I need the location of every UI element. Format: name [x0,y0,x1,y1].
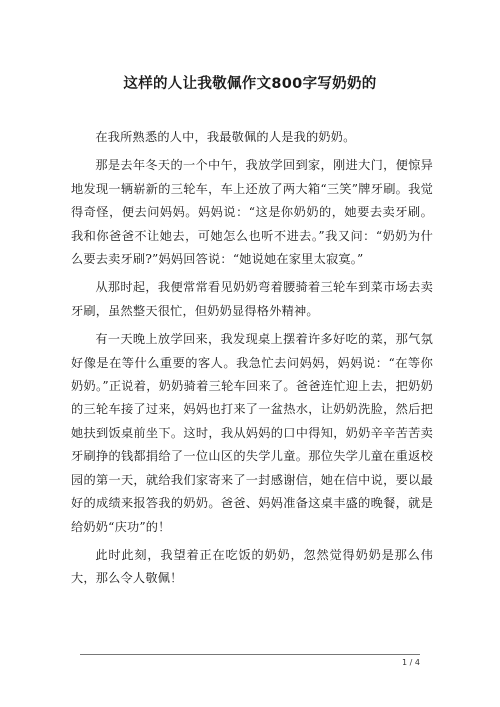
paragraph-1: 在我所熟悉的人中，我最敬佩的人是我的奶奶。 [95,130,356,144]
page-footer [80,654,420,667]
page-number: 1 / 4 [402,658,420,667]
paragraph-2: 那是去年冬天的一个中午，我放学回到家，刚进大门，便惊异地发现一辆崭新的三轮车，车上还放了两大箱“三笑”牌牙刷。我觉得奇怪，便去问妈妈。妈妈说：“这是你奶奶的，她要去卖牙刷。我和你爸爸不让她去，可她怎么也听不进去。”我又问：“奶奶为什么要去卖牙刷?”妈妈回答说：“她说她在家里太寂寞。” [71,158,433,267]
paragraph-4: 有一天晚上放学回来，我发现桌上摆着许多好吃的菜，那气氛好像是在等什么重要的客人。我急忙去问妈妈，妈妈说：“在等你奶奶。”正说着，奶奶骑着三轮车回来了。爸爸连忙迎上去，把奶奶的三轮车接了过来，妈妈也打来了一盆热水，让奶奶洗脸，然后把她扶到饭桌前坐下。这时，我从妈妈的口中得知，奶奶辛辛苦苦卖牙刷挣的钱都捐给了一位山区的失学儿童。那位失学儿童在重返校园的第一天，就给我们家寄来了一封感谢信，她在信中说，要以最好的成绩来报答我的奶奶。爸爸、妈妈准备这桌丰盛的晚餐，就是给奶奶“庆功”的！ [71,332,433,534]
paragraph-3: 从那时起，我便常常看见奶奶弯着腰骑着三轮车到菜市场去卖牙刷，虽然整天很忙，但奶奶显得格外精神。 [71,280,433,318]
article-body [71,126,433,596]
paragraph-5: 此时此刻，我望着正在吃饭的奶奶，忽然觉得奶奶是那么伟大，那么令人敬佩！ [71,547,433,586]
page-title: 这样的人让我敬佩作文800字写奶奶的 [123,76,377,92]
